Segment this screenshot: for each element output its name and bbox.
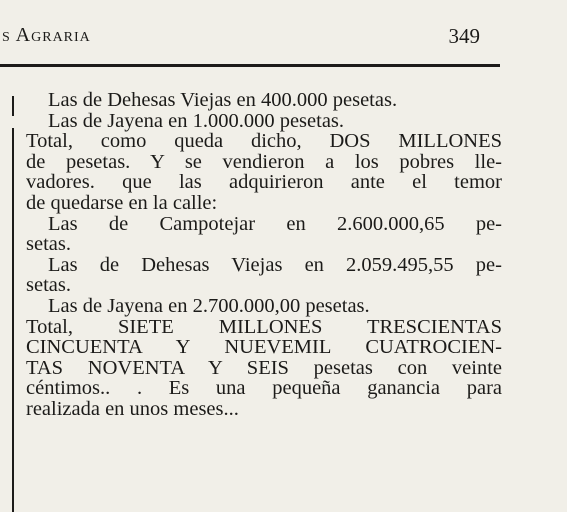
text-line: setas. — [26, 233, 71, 256]
text-line: Las de Dehesas Viejas en 2.059.495,55 pe- — [48, 253, 502, 276]
body-text — [26, 90, 502, 420]
text-line: Las de Jayena en 2.700.000,00 pesetas. — [48, 294, 370, 317]
text-line: de quedarse en la calle: — [26, 191, 218, 214]
margin-rule — [12, 96, 14, 116]
running-head — [0, 18, 500, 54]
text-line: TAS NOVENTA Y SEIS pesetas con veinte — [26, 356, 502, 379]
text-line: vadores. que las adquirieron ante el temor — [26, 171, 502, 194]
text-line: Total, como queda dicho, DOS MILLONES — [26, 130, 502, 153]
text-line: realizada en unos meses... — [26, 397, 239, 420]
text-line: céntimos.. . Es una pequeña ganancia para — [26, 377, 502, 400]
text-line: setas. — [26, 274, 71, 297]
text-line: CINCUENTA Y NUEVEMIL CUATROCIEN- — [26, 336, 502, 359]
page-number: 349 — [448, 24, 480, 48]
header-rule — [0, 64, 500, 67]
text-line: Las de Dehesas Viejas en 400.000 pesetas. — [48, 89, 398, 111]
text-line: Total, SIETE MILLONES TRESCIENTAS — [26, 315, 502, 338]
running-title: s Agraria — [2, 24, 91, 46]
text-line: Las de Campotejar en 2.600.000,65 pe- — [48, 212, 502, 235]
margin-rule — [12, 128, 14, 512]
text-line: de pesetas. Y se vendieron a los pobres lle- — [26, 150, 502, 173]
text-line: Las de Jayena en 1.000.000 pesetas. — [48, 109, 345, 132]
